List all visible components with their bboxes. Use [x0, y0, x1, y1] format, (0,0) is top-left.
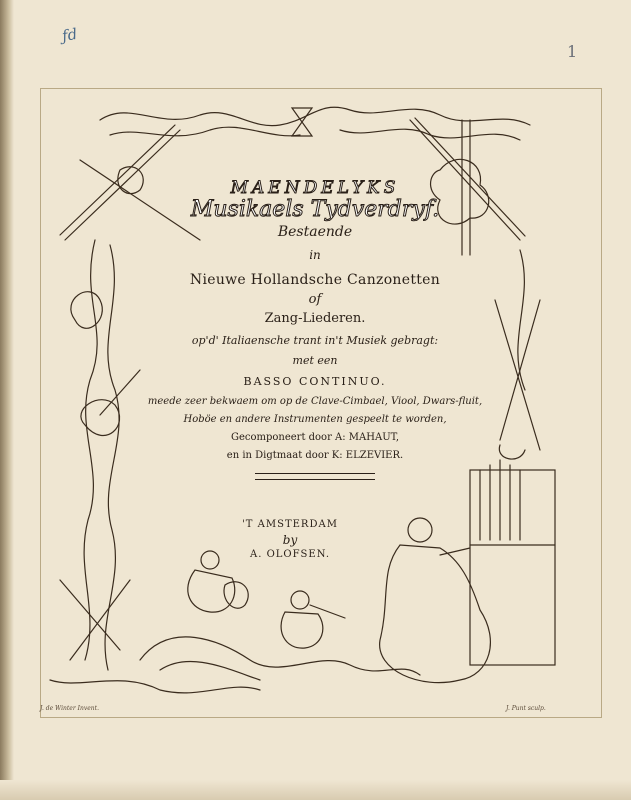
putto-flute: [281, 612, 323, 648]
title-line-met-een: met een: [292, 354, 338, 367]
rococo-scroll: [140, 637, 420, 675]
horn: [71, 292, 102, 329]
left-oboe: [60, 580, 120, 650]
left-border-column: [84, 240, 97, 660]
separator-rule: [255, 473, 375, 480]
engraver-credit-right: J. Punt sculp.: [506, 705, 546, 712]
organist-head: [408, 518, 432, 542]
title-line-in: in: [309, 248, 321, 262]
title-line-instruments: meede zeer bekwaem om op de Clave-Cimbael, Viool, Dwars-fluit,: [147, 396, 483, 407]
title-line-composer: Gecomponeert door A: MAHAUT,: [230, 432, 400, 443]
page-number: 1: [567, 42, 578, 61]
top-garland: [100, 107, 530, 125]
organ: [470, 470, 555, 665]
putto-flute-head: [291, 591, 309, 609]
title-line-canzonetten: Nieuwe Hollandsche Canzonetten: [189, 272, 441, 288]
organist-figure: [380, 545, 491, 683]
pencil-annotation: ƒd: [60, 24, 79, 46]
hourglass: [292, 108, 312, 136]
putto-lute: [188, 570, 235, 612]
imprint: [210, 520, 370, 560]
title-line-italiaensche: op'd' Italiaensche trant in't Musiek gebragt:: [191, 334, 439, 347]
right-border-column: [518, 250, 525, 390]
imprint-publisher: A. OLOFSEN.: [250, 549, 330, 560]
title-line-maendelyks: MAENDELYKS: [230, 178, 400, 198]
title-line-musikaels: Musikaels Tydverdryf.: [190, 197, 440, 222]
title-line-of: of: [308, 292, 322, 307]
title-line-lyricist: en in Digtmaat door K: ELZEVIER.: [226, 450, 404, 461]
imprint-by: by: [282, 533, 298, 547]
imprint-city: 'T AMSTERDAM: [242, 519, 338, 530]
title-line-zang-liederen: Zang-Liederen.: [264, 311, 366, 326]
title-line-bestaende: Bestaende: [277, 224, 353, 240]
title-line-hoboe: Hoböe en andere Instrumenten gespeelt te worden,: [183, 414, 447, 425]
title-block: [130, 180, 500, 480]
engraver-credit-left: J. de Winter Invent.: [40, 705, 99, 712]
title-line-basso-continuo: BASSO CONTINUO.: [243, 375, 387, 388]
